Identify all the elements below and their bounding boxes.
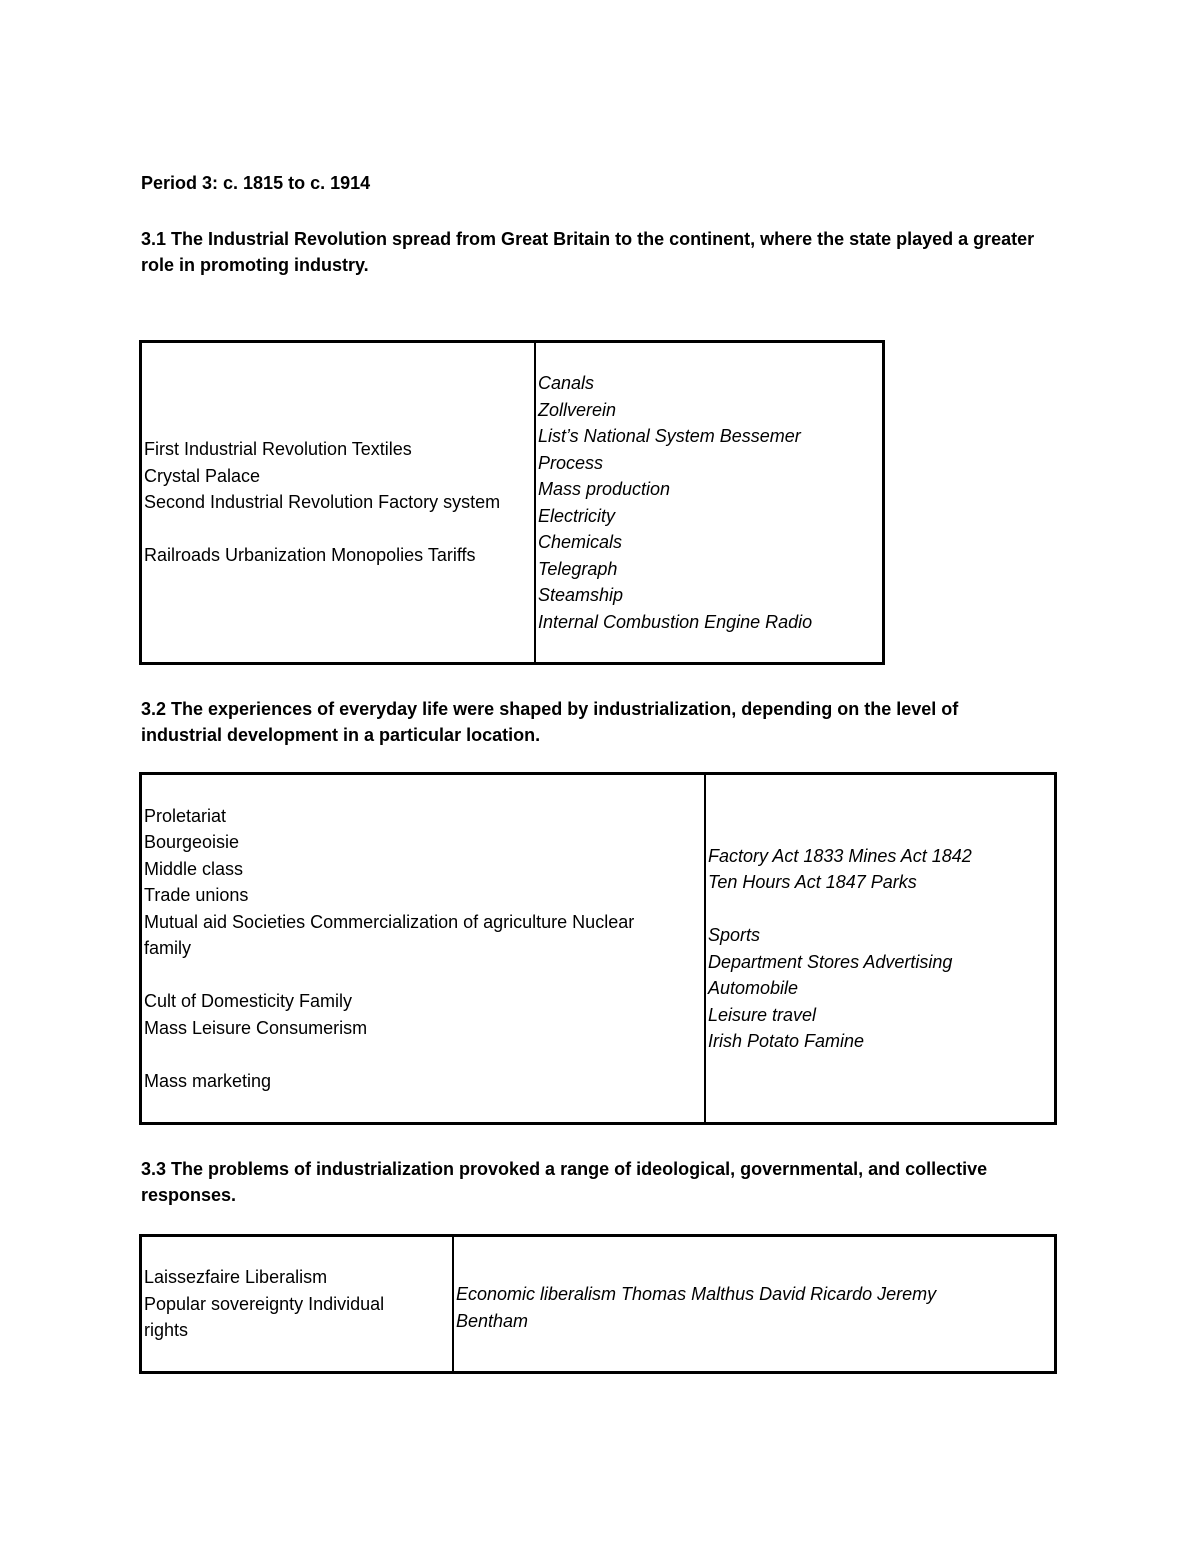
cell-line: Electricity <box>538 505 616 526</box>
cell-line: Proletariat <box>144 805 227 826</box>
cell-line: Zollverein <box>538 399 617 420</box>
table-3-2-left-cell <box>141 774 706 1124</box>
cell-line: Chemicals <box>538 532 623 552</box>
cell-line: Bentham <box>456 1310 529 1331</box>
cell-line: rights <box>144 1320 189 1341</box>
cell-line: Mass Leisure Consumerism <box>144 1017 368 1038</box>
cell-line: Ten Hours Act 1847 Parks <box>708 872 917 892</box>
cell-line: Telegraph <box>538 558 618 579</box>
cell-line: Steamship <box>538 585 624 605</box>
cell-line: Mass production <box>538 479 671 499</box>
cell-line: Mutual aid Societies Commercialization of agriculture Nuclear <box>144 911 635 932</box>
cell-line: Leisure travel <box>708 1004 817 1025</box>
cell-line: Crystal Palace <box>144 465 261 486</box>
cell-line: Process <box>538 452 604 473</box>
cell-line <box>144 962 702 989</box>
cell-line: Economic liberalism Thomas Malthus David Ricardo Jeremy <box>456 1284 937 1304</box>
section-heading-3-1: 3.1 The Industrial Revolution spread from Great Britain to the continent, where the state played a greater role in promoting industry. <box>141 229 1040 275</box>
table-3-2 <box>139 772 1057 1125</box>
cell-line: Middle class <box>144 858 244 879</box>
section-heading-3-2: 3.2 The experiences of everyday life were shaped by industrialization, depending on the level of industrial development in a particular location. <box>141 699 964 745</box>
page-title: Period 3: c. 1815 to c. 1914 <box>141 173 371 193</box>
cell-line: Department Stores Advertising <box>708 951 953 972</box>
cell-line <box>144 516 532 543</box>
table-3-1-right-cell <box>535 342 884 664</box>
cell-line: Automobile <box>708 978 799 998</box>
table-3-3 <box>139 1234 1057 1374</box>
cell-line: First Industrial Revolution Textiles <box>144 439 412 460</box>
cell-line: Trade unions <box>144 885 249 906</box>
cell-line: Laissezfaire Liberalism <box>144 1267 328 1288</box>
cell-line: Bourgeoisie <box>144 832 240 853</box>
cell-line: Irish Potato Famine <box>708 1031 865 1051</box>
cell-line <box>708 896 1052 923</box>
cell-line: Mass marketing <box>144 1070 272 1091</box>
table-3-3-left-cell <box>141 1236 454 1373</box>
cell-line <box>144 1041 702 1068</box>
table-3-1 <box>139 340 885 665</box>
cell-line: Sports <box>708 925 761 945</box>
cell-line: Popular sovereignty Individual <box>144 1293 385 1314</box>
table-3-3-right-cell <box>453 1236 1056 1373</box>
cell-line: Factory Act 1833 Mines Act 1842 <box>708 845 972 866</box>
cell-line: Railroads Urbanization Monopolies Tariffs <box>144 545 476 566</box>
section-heading-3-3: 3.3 The problems of industrialization provoked a range of ideological, governmental, and collective responses. <box>141 1159 993 1205</box>
table-3-1-left-cell <box>141 342 536 664</box>
cell-line: List’s National System Bessemer <box>538 426 801 446</box>
cell-line: Internal Combustion Engine Radio <box>538 611 813 632</box>
table-3-2-right-cell <box>705 774 1056 1124</box>
cell-line: family <box>144 938 192 959</box>
cell-line: Second Industrial Revolution Factory system <box>144 492 501 513</box>
cell-line: Canals <box>538 373 595 393</box>
cell-line: Cult of Domesticity Family <box>144 991 353 1012</box>
